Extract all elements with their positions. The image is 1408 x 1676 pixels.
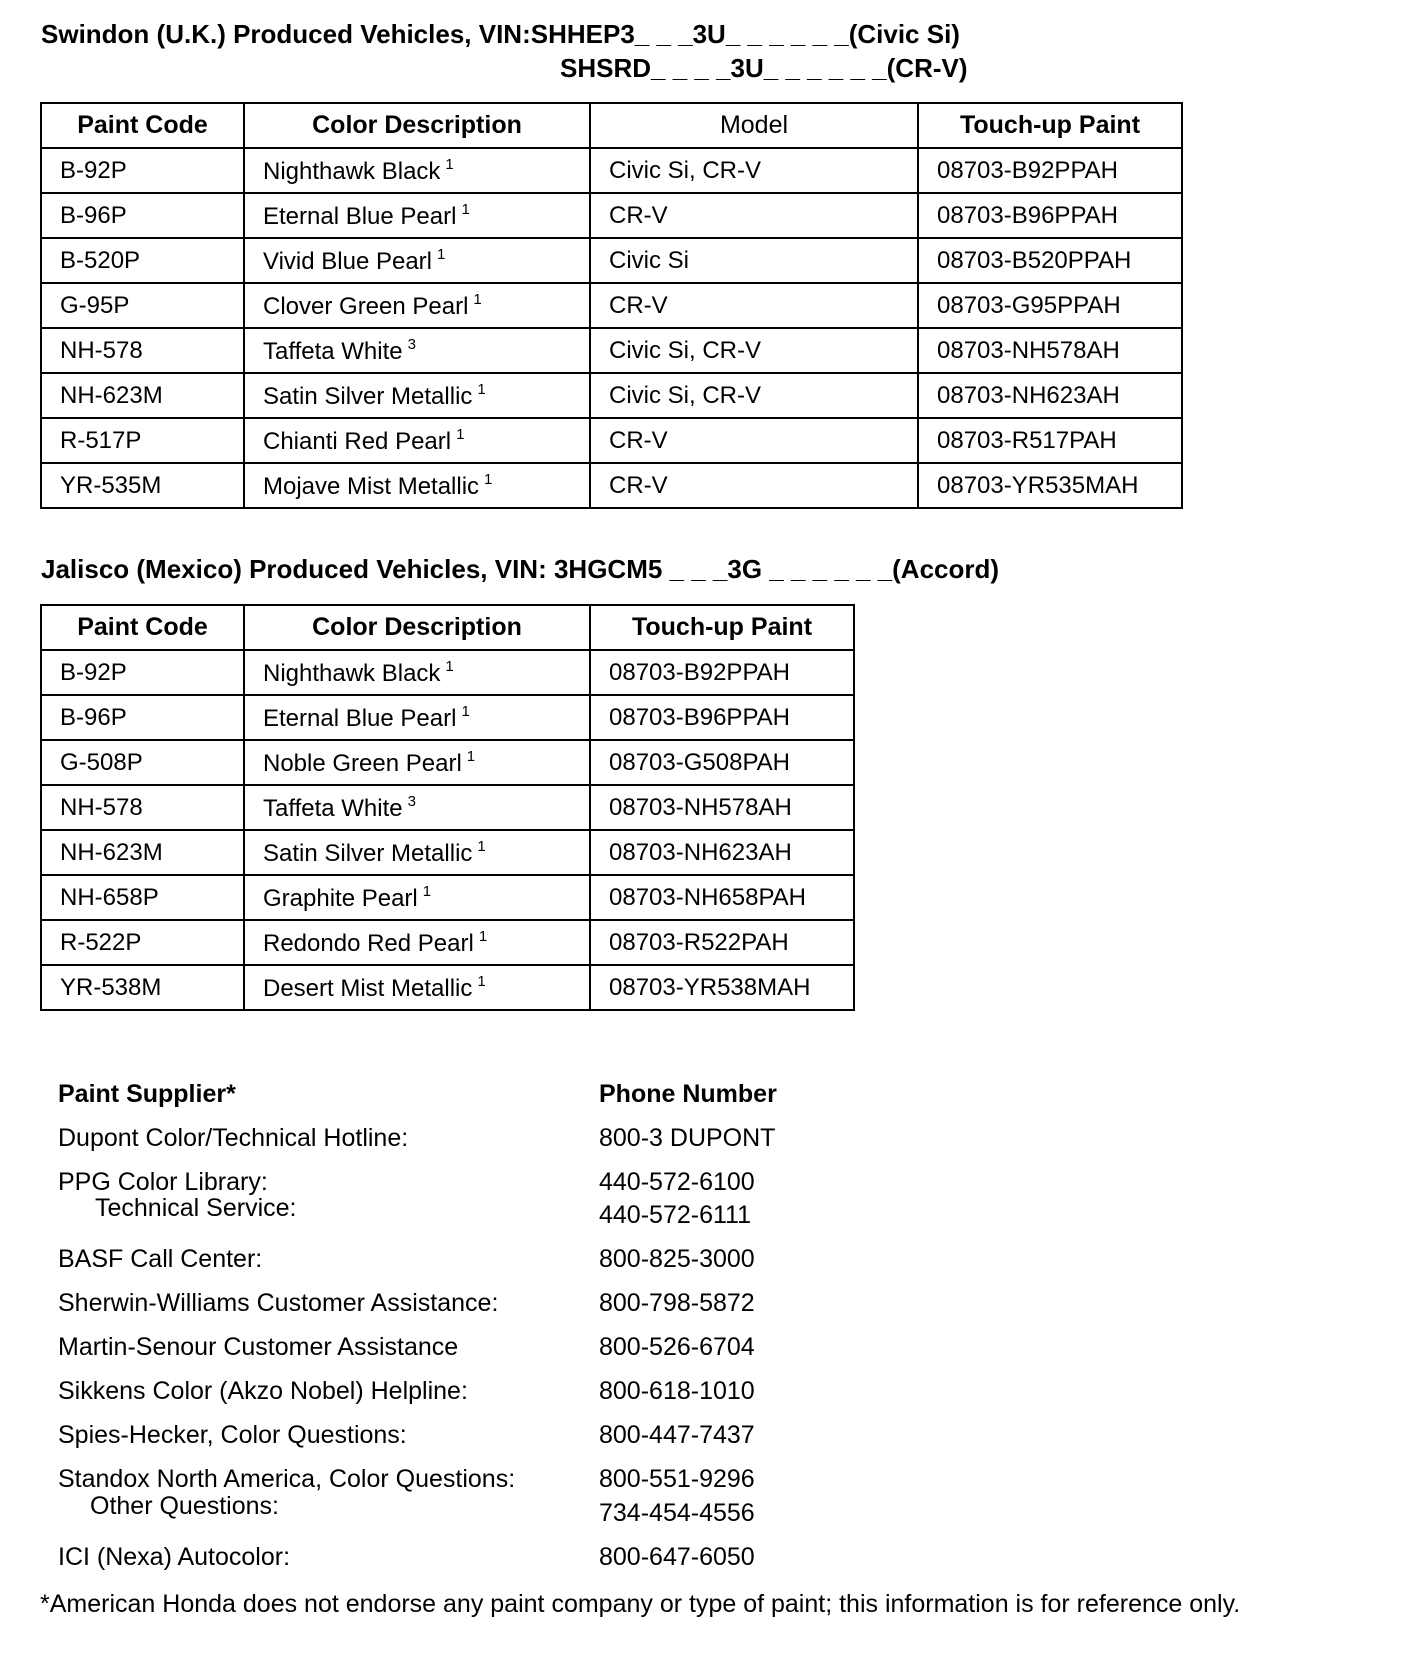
column-header-paint-code: Paint Code [41,605,244,650]
column-header-touch-up-paint: Touch-up Paint [590,605,854,650]
touch-up-paint-cell: 08703-R517PAH [918,418,1182,463]
table-row [41,193,1182,238]
footnote-marker: 1 [477,837,486,855]
table-row [41,148,1182,193]
jalisco-heading: Jalisco (Mexico) Produced Vehicles, VIN: 3HGCM5 _ _ _3G _ _ _ _ _ _(Accord) [41,554,1000,584]
touch-up-paint-cell: 08703-B520PPAH [918,238,1182,283]
color-description-cell [244,238,590,283]
color-description-cell [244,193,590,238]
color-description-cell [244,695,590,740]
table-row [41,463,1182,508]
table-row [41,920,854,965]
color-description-cell [244,283,590,328]
color-description-cell [244,740,590,785]
supplier-name: Standox North America, Color Questions: [58,1465,516,1493]
footnote-marker: 3 [407,792,416,810]
footnote-marker: 1 [478,927,488,945]
paint-code-cell: YR-538M [41,965,244,1010]
model-cell: Civic Si, CR-V [590,328,918,373]
color-description-cell [244,785,590,830]
supplier-phone: 800-551-9296 [599,1465,755,1493]
color-description: Taffeta White [263,794,403,822]
touch-up-paint-cell: 08703-B92PPAH [918,148,1182,193]
table-row [41,238,1182,283]
color-description: Clover Green Pearl [263,292,469,320]
model-cell: Civic Si, CR-V [590,373,918,418]
supplier-phone: 800-447-7437 [599,1421,755,1449]
color-description: Eternal Blue Pearl [263,202,457,230]
table-header-row [41,605,854,650]
color-description: Taffeta White [263,337,403,365]
touch-up-paint-cell: 08703-NH578AH [918,328,1182,373]
supplier-sub-name: Other Questions: [90,1492,279,1520]
touch-up-paint-cell: 08703-R522PAH [590,920,854,965]
color-description: Mojave Mist Metallic [263,472,480,500]
supplier-phone: 800-798-5872 [599,1289,755,1317]
supplier-header-phone: Phone Number [599,1080,777,1108]
touch-up-paint-cell: 08703-NH578AH [590,785,854,830]
paint-code-cell: R-517P [41,418,244,463]
column-header-color-description: Color Description [244,605,590,650]
supplier-name: ICI (Nexa) Autocolor: [58,1543,291,1571]
color-description: Eternal Blue Pearl [263,704,457,732]
footnote-marker: 3 [407,335,416,353]
table-row [41,418,1182,463]
touch-up-paint-cell: 08703-YR535MAH [918,463,1182,508]
supplier-name: Martin-Senour Customer Assistance [58,1333,459,1361]
color-description-cell [244,418,590,463]
color-description: Vivid Blue Pearl [263,247,432,275]
paint-code-cell: NH-658P [41,875,244,920]
color-description-cell [244,328,590,373]
supplier-phone: 734-454-4556 [599,1499,755,1527]
swindon-heading: Swindon (U.K.) Produced Vehicles, VIN:SHHEP3_ _ _3U_ _ _ _ _ _(Civic Si) [41,19,960,49]
color-description: Graphite Pearl [263,884,418,912]
paint-code-cell: R-522P [41,920,244,965]
touch-up-paint-cell: 08703-G508PAH [590,740,854,785]
paint-code-cell: B-96P [41,695,244,740]
table-row [41,875,854,920]
jalisco-paint-table [40,604,855,1011]
footnote-marker: 1 [461,702,470,720]
color-description: Chianti Red Pearl [263,427,452,455]
model-cell: Civic Si [590,238,918,283]
footnote-marker: 1 [477,972,486,990]
model-cell: Civic Si, CR-V [590,148,918,193]
color-description: Satin Silver Metallic [263,382,473,410]
table-row [41,740,854,785]
paint-code-cell: B-92P [41,650,244,695]
footnote-marker: 1 [477,380,486,398]
supplier-phone: 800-526-6704 [599,1333,755,1361]
touch-up-paint-cell: 08703-B96PPAH [918,193,1182,238]
supplier-phone: 800-618-1010 [599,1377,755,1405]
footnote-marker: 1 [436,245,446,263]
footnote-marker: 1 [461,200,470,218]
supplier-name: Spies-Hecker, Color Questions: [58,1421,407,1449]
table-row [41,965,854,1010]
model-cell: CR-V [590,418,918,463]
color-description-cell [244,920,590,965]
paint-code-cell: B-92P [41,148,244,193]
touch-up-paint-cell: 08703-NH623AH [918,373,1182,418]
supplier-name: BASF Call Center: [58,1245,263,1273]
supplier-sub-name: Technical Service: [95,1194,297,1222]
touch-up-paint-cell: 08703-NH623AH [590,830,854,875]
paint-code-cell: NH-623M [41,373,244,418]
color-description-cell [244,830,590,875]
table-row [41,650,854,695]
color-description-cell [244,463,590,508]
paint-code-cell: B-520P [41,238,244,283]
column-header-model: Model [590,103,918,148]
table-header-row [41,103,1182,148]
supplier-phone: 440-572-6111 [599,1201,751,1229]
color-description: Nighthawk Black [263,157,441,185]
paint-code-cell: NH-623M [41,830,244,875]
table-row [41,283,1182,328]
footnote-marker: 1 [445,155,454,173]
table-row [41,830,854,875]
paint-code-cell: G-508P [41,740,244,785]
color-description-cell [244,875,590,920]
footnote-marker: 1 [466,747,476,765]
touch-up-paint-cell: 08703-NH658PAH [590,875,854,920]
supplier-name: PPG Color Library: [58,1168,268,1196]
supplier-name: Sherwin-Williams Customer Assistance: [58,1289,499,1317]
color-description: Nighthawk Black [263,659,441,687]
footnote-marker: 1 [456,425,465,443]
supplier-name: Sikkens Color (Akzo Nobel) Helpline: [58,1377,468,1405]
color-description: Noble Green Pearl [263,749,462,777]
table-row [41,785,854,830]
color-description: Desert Mist Metallic [263,974,473,1002]
touch-up-paint-cell: 08703-YR538MAH [590,965,854,1010]
paint-code-cell: YR-535M [41,463,244,508]
touch-up-paint-cell: 08703-B96PPAH [590,695,854,740]
supplier-name: Dupont Color/Technical Hotline: [58,1124,409,1152]
color-description: Satin Silver Metallic [263,839,473,867]
swindon-paint-table [40,102,1183,509]
supplier-header-name: Paint Supplier* [58,1080,236,1108]
supplier-phone: 800-825-3000 [599,1245,755,1273]
column-header-color-description: Color Description [244,103,590,148]
table-row [41,695,854,740]
model-cell: CR-V [590,193,918,238]
table-row [41,373,1182,418]
model-cell: CR-V [590,463,918,508]
footnote-marker: 1 [422,882,432,900]
touch-up-paint-cell: 08703-G95PPAH [918,283,1182,328]
paint-code-cell: NH-578 [41,328,244,373]
model-cell: CR-V [590,283,918,328]
color-description-cell [244,965,590,1010]
supplier-phone: 440-572-6100 [599,1168,755,1196]
supplier-phone: 800-647-6050 [599,1543,755,1571]
color-description-cell [244,148,590,193]
paint-code-cell: G-95P [41,283,244,328]
color-description: Redondo Red Pearl [263,929,474,957]
paint-code-cell: NH-578 [41,785,244,830]
footnote-marker: 1 [473,290,482,308]
footnote-marker: 1 [484,470,493,488]
touch-up-paint-cell: 08703-B92PPAH [590,650,854,695]
table-row [41,328,1182,373]
column-header-touch-up-paint: Touch-up Paint [918,103,1182,148]
column-header-paint-code: Paint Code [41,103,244,148]
supplier-phone: 800-3 DUPONT [599,1124,776,1152]
color-description-cell [244,650,590,695]
footnote-marker: 1 [445,657,454,675]
swindon-heading-line2: SHSRD_ _ _ _3U_ _ _ _ _ _(CR-V) [560,53,968,83]
disclaimer-footnote: *American Honda does not endorse any paint company or type of paint; this information is for reference only. [40,1590,1241,1618]
color-description-cell [244,373,590,418]
paint-code-cell: B-96P [41,193,244,238]
